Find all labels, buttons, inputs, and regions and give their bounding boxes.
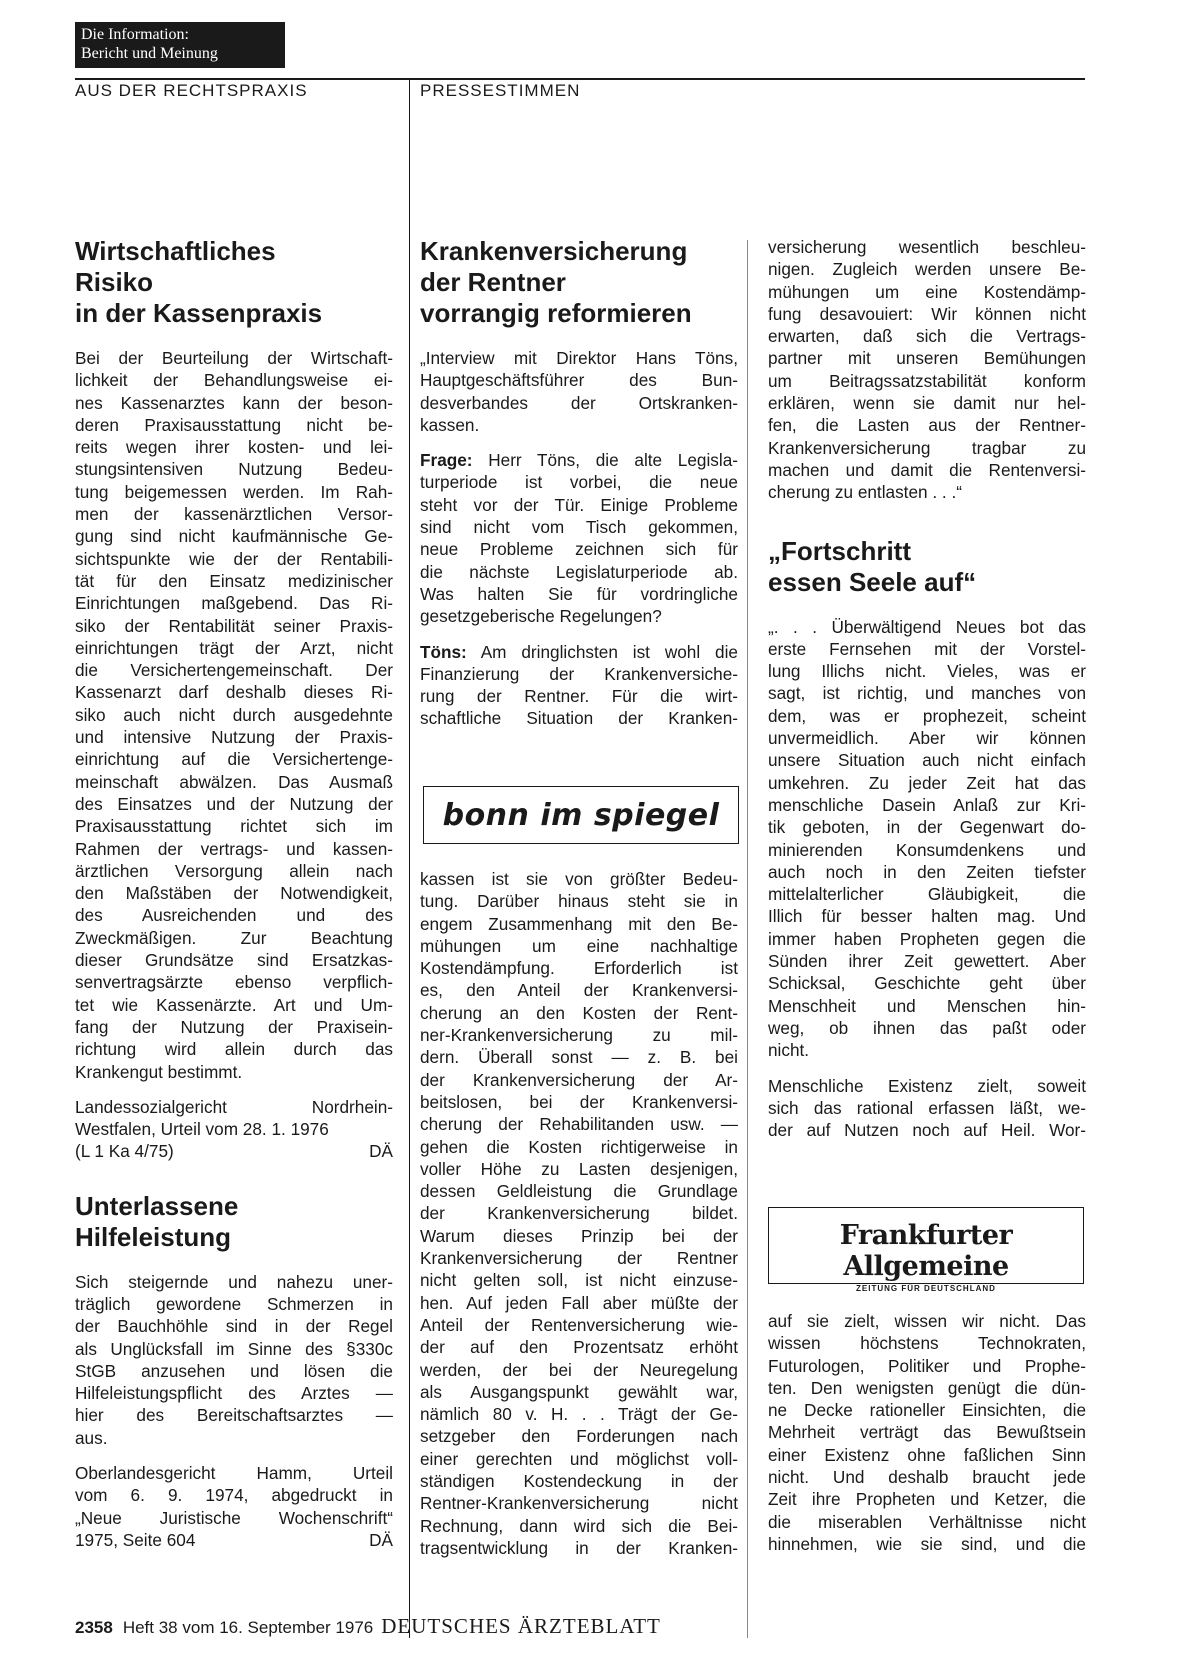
text-line: mittelalterlicher Gläubigkeit, die [768, 884, 1086, 905]
text-line: Zeit ihre Propheten und Ketzer, die [768, 1489, 1086, 1510]
text-line: „Interview mit Direktor Hans Töns, [420, 348, 738, 368]
text-line: Schicksal, Geschichte geht über [768, 973, 1086, 994]
press-quote-body [768, 616, 1086, 1062]
text-line: und intensive Nutzung der Praxis- [75, 727, 393, 748]
text-line: deren Praxisausstattung nicht be- [75, 414, 393, 435]
text-line: der Krankenversicherung der Ar- [420, 1069, 738, 1090]
header-box-line-2: Bericht und Meinung [81, 45, 218, 62]
text-line: kassen ist sie von größter Bedeu- [420, 869, 738, 889]
section-label-left: AUS DER RECHTSPRAXIS [75, 81, 308, 100]
text-line: sich das rational erfassen läßt, we- [768, 1097, 1086, 1118]
text-line: Finanzierung der Krankenversiche- [420, 663, 738, 684]
text-line: Warum dieses Prinzip bei der [420, 1225, 738, 1246]
text-line: Rechnung, dann wird sich die Bei- [420, 1515, 738, 1536]
text-line: sagt, ist richtig, und manches von [768, 683, 1086, 704]
article-title-hilfeleistung [75, 1191, 393, 1253]
text-line: setzgeber den Forderungen nach [420, 1426, 738, 1447]
text-line: steht vor der Tür. Einige Probleme [420, 494, 738, 515]
text-line: menschliche Dasein Anlaß zur Kri- [768, 794, 1086, 815]
text-line: als Ausgangspunkt gewählt war, [420, 1381, 738, 1402]
title-line: Risiko [75, 267, 154, 297]
text-line: ner-Krankenversicherung zu mil- [420, 1025, 738, 1046]
text-line: partner mit unseren Bemühungen [768, 348, 1086, 369]
text-line: weg, ob ihnen das paßt oder [768, 1017, 1086, 1038]
source-line: Westfalen, Urteil vom 28. 1. 1976 [75, 1119, 329, 1140]
title-line: der Rentner [420, 267, 566, 297]
text-line: fung desavouiert: Wir können nicht [768, 303, 1086, 324]
text-line: siko auch nicht durch ausgedehnte [75, 704, 393, 725]
text-line: cherung der Rehabilitanden usw. — [420, 1114, 738, 1135]
journal-name: DEUTSCHES ÄRZTEBLATT [381, 1614, 661, 1638]
text-line: Krankengut bestimmt. [75, 1061, 243, 1082]
text-line: minierenden Konsumdenkens und [768, 839, 1086, 860]
text-line: „. . . Überwältigend Neues bot das [768, 616, 1086, 637]
text-line: Menschliche Existenz zielt, soweit [768, 1075, 1086, 1096]
text-line: auf sie zielt, wissen wir nicht. Das [768, 1311, 1086, 1331]
text-line: hier des Bereitschaftsarztes — [75, 1405, 393, 1426]
faz-logo-subtitle: ZEITUNG FÜR DEUTSCHLAND [856, 1284, 996, 1293]
header-box-line-1: Die Information: [81, 26, 189, 43]
article-title-fortschritt [768, 536, 1086, 598]
bonn-im-spiegel-logo [423, 786, 739, 844]
text-line: den Maßstäben der Notwendigkeit, [75, 883, 393, 904]
text-line: Zweckmäßigen. Zur Beachtung [75, 927, 393, 948]
text-line: machen und damit die Rentenversi- [768, 459, 1086, 480]
text-line: voller Höhe zu Lasten desjenigen, [420, 1158, 738, 1179]
text-line: siko der Rentabilität seiner Praxis- [75, 615, 393, 636]
title-line: Unterlassene [75, 1190, 239, 1221]
text-line: Mehrheit verträgt das Bewußtsein [768, 1422, 1086, 1443]
column-left [75, 236, 393, 1564]
text-line: einer Existenz ohne faßlichen Sinn [768, 1444, 1086, 1465]
answer-text: Am dringlichsten ist wohl die [466, 641, 738, 662]
source-line: Oberlandesgericht Hamm, Urteil [75, 1463, 393, 1484]
text-line: nes Kassenarztes kann der beson- [75, 392, 393, 413]
text-line: hinnehmen, wie sie sind, und die [768, 1533, 1086, 1554]
text-line: hen. Auf jeden Fall aber müßte der [420, 1292, 738, 1313]
page-footer [75, 1614, 661, 1639]
text-line: der auf den Prozentsatz erhöht [420, 1337, 738, 1358]
text-line: immer haben Propheten gegen die [768, 928, 1086, 949]
text-line: Kassenarzt darf deshalb dieses Ri- [75, 682, 393, 703]
column-divider-secondary [747, 240, 748, 1638]
text-line: Krankenversicherung tragbar zu [768, 437, 1086, 458]
text-line: Bei der Beurteilung der Wirtschaft- [75, 348, 393, 368]
bonn-im-spiegel-logo-text: bonn im spiegel [442, 797, 720, 833]
text-line: des Einsatzes und der Nutzung der [75, 793, 393, 814]
article-title-risiko [75, 236, 393, 329]
question-text: Herr Töns, die alte Legisla- [472, 450, 738, 471]
text-line: dessen Geldleistung die Grundlage [420, 1181, 738, 1202]
article-body [75, 347, 393, 1083]
title-line: Hilfeleistung [75, 1221, 232, 1252]
text-line: Kostendämpfung. Erforderlich ist [420, 958, 738, 979]
text-line: wissen höchstens Technokraten, [768, 1333, 1086, 1354]
text-line: umkehren. Zu jeder Zeit hat das [768, 772, 1086, 793]
text-line: fen, die Lasten aus der Rentner- [768, 415, 1086, 436]
page-number: 2358 [75, 1618, 113, 1637]
text-line: ne Decke rationeller Einsichten, die [768, 1400, 1086, 1421]
text-line: cherung zu entlasten . . .“ [768, 482, 962, 503]
text-line: einer gerechten und möglichst voll- [420, 1448, 738, 1469]
header-rule [75, 78, 1085, 80]
text-line: des Ausreichenden und des [75, 905, 393, 926]
text-line: mühungen um eine nachhaltige [420, 935, 738, 956]
interview-answer-continued [420, 868, 738, 1559]
text-line: der auf Nutzen noch auf Heil. Wor- [768, 1120, 1086, 1141]
court-source [75, 1462, 393, 1551]
answer-label: Töns: [420, 641, 467, 662]
text-line: senvertragsärzte ebenso verpflich- [75, 972, 393, 993]
text-line: turperiode ist vorbei, die neue [420, 472, 738, 493]
question-first-line [420, 449, 738, 471]
source-line: Landessozialgericht Nordrhein- [75, 1096, 393, 1117]
text-line: mühungen um eine Kostendämp- [768, 281, 1086, 302]
text-line: erklären, wenn sie damit nur hel- [768, 393, 1086, 414]
text-line: gung sind nicht kaufmännische Ge- [75, 526, 393, 547]
text-line: ten. Den wenigsten genügt die dün- [768, 1377, 1086, 1398]
text-line: Futurologen, Politiker und Prophe- [768, 1355, 1086, 1376]
text-line: cherung an den Kosten der Rent- [420, 1002, 738, 1023]
text-line: meinschaft abwälzen. Das Ausmaß [75, 771, 393, 792]
title-line: essen Seele auf“ [768, 566, 977, 597]
text-line: schaftliche Situation der Kranken- [420, 708, 738, 729]
text-line: richtung wird allein durch das [75, 1039, 393, 1060]
text-line: tung beigemessen werden. Im Rah- [75, 481, 393, 502]
text-line: nämlich 80 v. H. . . Trägt der Ge- [420, 1404, 738, 1425]
text-line: der Krankenversicherung bildet. [420, 1203, 738, 1224]
interview-continued [768, 236, 1086, 504]
text-line: träglich gewordene Schmerzen in [75, 1293, 393, 1314]
column-right-bottom [768, 1310, 1086, 1568]
source-signature-row [75, 1140, 393, 1162]
text-line: die nächste Legislaturperiode ab. [420, 561, 738, 582]
question-body [420, 471, 738, 627]
column-divider-main [409, 78, 410, 1638]
text-line: lichkeit der Behandlungsweise ei- [75, 370, 393, 391]
answer-body [420, 663, 738, 730]
text-line: tung. Darüber hinaus steht sie in [420, 891, 738, 912]
text-line: tik geboten, in der Gegenwart do- [768, 817, 1086, 838]
text-line: der Bauchhöhle sind in der Regel [75, 1316, 393, 1337]
interview-answer [420, 641, 738, 730]
text-line: aus. [75, 1427, 108, 1448]
text-line: kassen. [420, 414, 480, 435]
text-line: sind nicht vom Tisch gekommen, [420, 517, 738, 538]
text-line: Menschheit und Menschen hin- [768, 995, 1086, 1016]
title-line: „Fortschritt [768, 535, 911, 566]
text-line: desverbandes der Ortskranken- [420, 392, 738, 413]
faz-logo [768, 1207, 1084, 1293]
text-line: versicherung wesentlich beschleu- [768, 237, 1086, 257]
text-line: Rahmen der vertrags- und kassen- [75, 838, 393, 859]
text-line: erste Fernsehen mit der Vorstel- [768, 638, 1086, 659]
text-line: Praxisausstattung richtet sich im [75, 816, 393, 837]
text-line: men der kassenärztlichen Versor- [75, 504, 393, 525]
title-line: Krankenversicherung [420, 236, 688, 266]
text-line: werden, der bei der Neuregelung [420, 1359, 738, 1380]
column-right-top [768, 236, 1086, 1154]
source-line: vom 6. 9. 1974, abgedruckt in [75, 1485, 393, 1506]
text-line: dern. Überall sonst — z. B. bei [420, 1047, 738, 1068]
source-line: „Neue Juristische Wochenschrift“ [75, 1507, 393, 1528]
text-line: nicht. Und deshalb braucht jede [768, 1467, 1086, 1488]
press-quote-body-continued [768, 1310, 1086, 1555]
text-line: Anteil der Rentenversicherung wie- [420, 1314, 738, 1335]
text-line: Krankenversicherung der Rentner [420, 1248, 738, 1269]
answer-first-line [420, 641, 738, 663]
text-line: Hilfeleistungspflicht des Arztes — [75, 1383, 393, 1404]
text-line: Sich steigernde und nahezu uner- [75, 1271, 393, 1292]
text-line: tät für den Einsatz medizinischer [75, 570, 393, 591]
text-line: die Versichertengemeinschaft. Der [75, 660, 393, 681]
article-title-krankenversicherung [420, 236, 738, 329]
text-line: erwarten, daß sich die Vertrags- [768, 326, 1086, 347]
text-line: Einrichtungen maßgebend. Das Ri- [75, 593, 393, 614]
source-tag: DÄ [369, 1141, 393, 1162]
section-header-box [75, 22, 285, 68]
issue-info: Heft 38 vom 16. September 1976 [122, 1618, 374, 1637]
text-line: stungsintensiven Nutzung Bedeu- [75, 459, 393, 480]
faz-logo-name: Frankfurter Allgemeine [839, 1220, 1013, 1282]
text-line: gesetzgeberische Regelungen? [420, 606, 662, 627]
court-source [75, 1096, 393, 1163]
text-line: um Beitragssatzstabilität konform [768, 370, 1086, 391]
text-line: neue Probleme zeichnen sich für [420, 539, 738, 560]
text-line: Rentner-Krankenversicherung nicht [420, 1493, 738, 1514]
text-line: tet wie Kassenärzte. Art und Um- [75, 994, 393, 1015]
text-line: tragsentwicklung in der Kranken- [420, 1537, 738, 1558]
text-line: unsere Situation auch nicht einfach [768, 750, 1086, 771]
text-line: Illich für besser halten mag. Und [768, 906, 1086, 927]
title-line: Wirtschaftliches [75, 236, 276, 266]
text-line: rung der Rentner. Für die wirt- [420, 686, 738, 707]
text-line: beitslosen, bei der Krankenversi- [420, 1091, 738, 1112]
text-line: auch noch in den Zeiten tiefster [768, 861, 1086, 882]
text-line: nigen. Zugleich werden unsere Be- [768, 259, 1086, 280]
text-line: lung Illichs nicht. Vieles, was er [768, 661, 1086, 682]
text-line: unvermeidlich. Aber wir können [768, 728, 1086, 749]
source-signature-row [75, 1529, 393, 1551]
text-line: dieser Grundsätze sind Ersatzkas- [75, 950, 393, 971]
text-line: es, den Anteil der Krankenversi- [420, 980, 738, 1001]
question-label: Frage: [420, 450, 473, 471]
interview-question [420, 449, 738, 627]
text-line: gehen die Kosten richtigerweise in [420, 1136, 738, 1157]
source-tag: DÄ [369, 1529, 393, 1550]
text-line: nicht gelten soll, ist nicht einzuse- [420, 1270, 738, 1291]
column-middle-top [420, 236, 738, 743]
text-line: einrichtungen trägt der Arzt, nicht [75, 637, 393, 658]
text-line: Sünden ihrer Zeit gewettert. Aber [768, 951, 1086, 972]
text-line: fang der Nutzung der Praxisein- [75, 1016, 393, 1037]
interview-intro [420, 347, 738, 436]
text-line: nicht. [768, 1040, 810, 1061]
source-reference: 1975, Seite 604 [75, 1529, 196, 1550]
text-line: StGB anzusehen und lösen die [75, 1360, 393, 1381]
title-line: vorrangig reformieren [420, 298, 692, 328]
article-body [75, 1271, 393, 1449]
column-middle-bottom [420, 868, 738, 1572]
text-line: dem, was er prophezeit, scheint [768, 705, 1086, 726]
text-line: ärztlichen Versorgung allein nach [75, 860, 393, 881]
section-label-right: PRESSESTIMMEN [420, 81, 581, 100]
text-line: einrichtung auf die Versichertenge- [75, 749, 393, 770]
text-line: als Unglücksfall im Sinne des §330c [75, 1338, 393, 1359]
title-line: in der Kassenpraxis [75, 298, 323, 328]
text-line: die miserablen Verhältnisse nicht [768, 1511, 1086, 1532]
press-quote-body [768, 1075, 1086, 1142]
text-line: ständigen Kostendeckung in der [420, 1471, 738, 1492]
text-line: sichtspunkte wie der der Rentabili- [75, 548, 393, 569]
text-line: engem Zusammenhang mit den Be- [420, 913, 738, 934]
source-reference: (L 1 Ka 4/75) [75, 1141, 174, 1162]
text-line: reits wegen ihrer kosten- und lei- [75, 437, 393, 458]
text-line: Hauptgeschäftsführer des Bun- [420, 370, 738, 391]
text-line: Was halten Sie für vordringliche [420, 583, 738, 604]
